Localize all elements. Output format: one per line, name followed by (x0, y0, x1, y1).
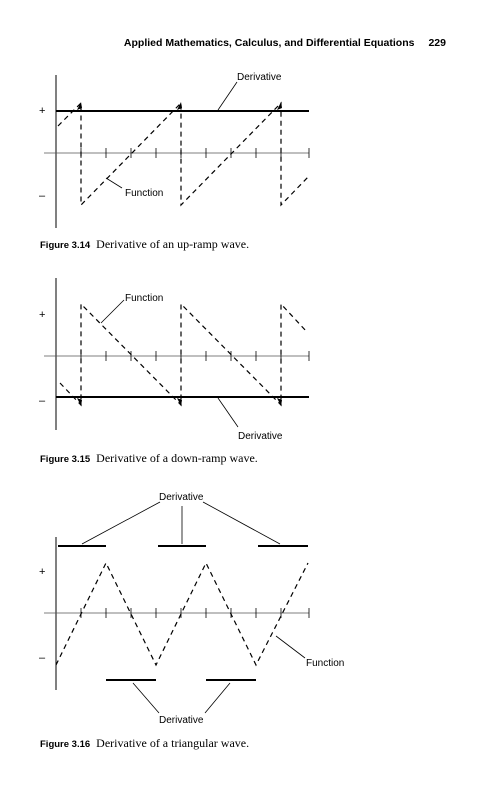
function-label: Function (125, 188, 164, 199)
figure-number: Figure 3.14 (40, 240, 91, 251)
running-head (0, 37, 446, 49)
derivative-label: Derivative (237, 72, 282, 83)
minus-sign: – (39, 190, 46, 202)
minus-sign: – (39, 395, 46, 407)
caption-text: Derivative of a triangular wave. (96, 736, 250, 750)
derivative-label: Derivative (238, 431, 283, 442)
function-triangle (56, 563, 308, 665)
function-leader (106, 178, 122, 188)
function-leader (101, 300, 124, 323)
figure-number: Figure 3.15 (40, 454, 91, 465)
figure-3-14-caption (40, 235, 249, 253)
figure-number: Figure 3.16 (40, 739, 91, 750)
derivative-leader (218, 398, 238, 427)
plus-sign: + (39, 566, 46, 578)
function-label: Function (125, 293, 164, 304)
derivative-leaders (82, 502, 280, 713)
x-axis-ticks (81, 351, 309, 361)
function-ramp (58, 103, 309, 205)
figure-3-16-caption (40, 734, 249, 752)
plus-sign: + (39, 105, 46, 117)
x-axis-ticks (81, 608, 309, 618)
running-title: Applied Mathematics, Calculus, and Differential Equations (123, 37, 415, 49)
minus-sign: – (39, 652, 46, 664)
ramp-arrowheads (77, 398, 282, 406)
ramp-arrowheads (77, 102, 282, 110)
function-label: Function (306, 658, 345, 669)
figure-3-15-caption (40, 449, 258, 467)
caption-text: Derivative of a down-ramp wave. (96, 451, 258, 465)
caption-text: Derivative of an up-ramp wave. (96, 237, 250, 251)
derivative-leader (218, 82, 237, 110)
derivative-label-bottom: Derivative (159, 715, 204, 726)
page-number: 229 (428, 37, 446, 49)
function-leader (276, 636, 305, 658)
derivative-label-top: Derivative (159, 492, 204, 503)
x-axis-ticks (81, 148, 309, 158)
function-ramp (60, 304, 307, 405)
plus-sign: + (39, 309, 46, 321)
